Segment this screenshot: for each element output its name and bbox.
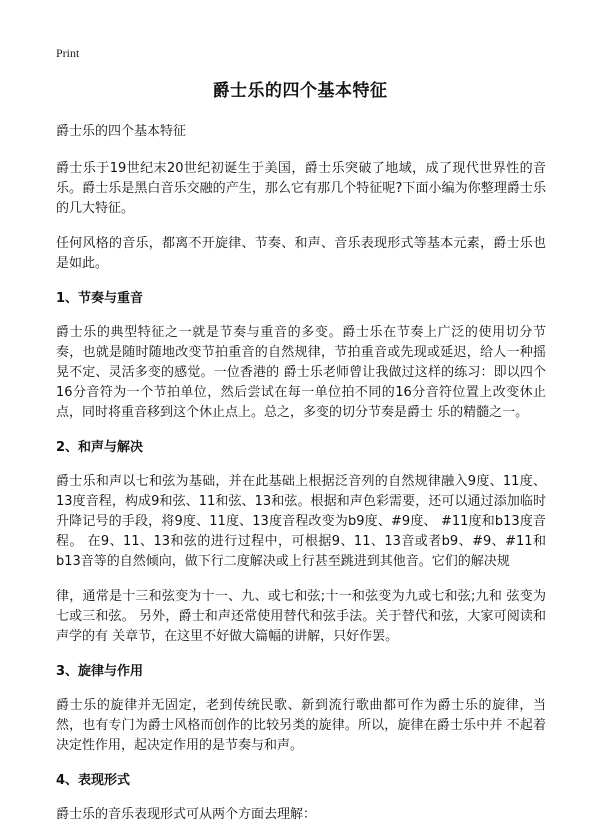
document-body <box>56 122 546 831</box>
section-paragraph: 爵士乐和声以七和弦为基础，并在此基础上根据泛音列的自然规律融入9度、11度、13度音程，构成9和弦、11和弦、13和弦。根据和声色彩需要，还可以通过添加临时升降记号的手段，将9度、11度、13度音程改变为b9度、#9度、 #11度和b13度音程。 在9、11、13和弦的进行过程中，可根据9、11、13音或者b9、#9、#11和b13音等的自然倾向，做下行二度解决或上行甚至跳进到其他音。它们的解决规 <box>56 474 546 569</box>
section-paragraph: 爵士乐的旋律并无固定，老到传统民歌、新到流行歌曲都可作为爵士乐的旋律，当然，也有专门为爵士风格而创作的比较另类的旋律。所以，旋律在爵士乐中并 不起着决定性作用，起决定作用的是节奏与和声。 <box>56 698 546 753</box>
print-label: Print <box>56 46 80 60</box>
intro-paragraph: 爵士乐于19世纪末20世纪初诞生于美国，爵士乐突破了地域，成了现代世界性的音乐。爵士乐是黑白音乐交融的产生，那么它有那几个特征呢?下面小编为你整理爵士乐的几大特征。 <box>56 161 546 216</box>
section-paragraph: 律，通常是十三和弦变为十一、九、或七和弦;十一和弦变为九或七和弦;九和 弦变为七或三和弦。 另外，爵士和声还常使用替代和弦手法。关于替代和弦，大家可阅读和声学的有 关章节，在这里不好做大篇幅的讲解，只好作罢。 <box>56 589 546 644</box>
section-heading: 3、旋律与作用 <box>56 664 144 679</box>
section-heading: 1、节奏与重音 <box>56 291 144 306</box>
document-title: 爵士乐的四个基本特征 <box>212 81 388 101</box>
section-paragraph: 爵士乐的典型特征之一就是节奏与重音的多变。爵士乐在节奏上广泛的使用切分节奏，也就是随时随地改变节拍重音的自然规律，节拍重音或先现或延迟，给人一种摇晃不定、灵活多变的感觉。一位香港的 爵士乐老师曾让我做过这样的练习：即以四个16分音符为一个节拍单位，然后尝试在每一单位拍不同的16分音符位置上改变休止点，同时将重音移到这个休止点上。总之，多变的切分节奏是爵士 乐的精髓之一。 <box>56 325 546 420</box>
document-subtitle: 爵士乐的四个基本特征 <box>56 124 187 139</box>
section-heading: 2、和声与解决 <box>56 440 144 455</box>
intro-paragraph: 任何风格的音乐，都离不开旋律、节奏、和声、音乐表现形式等基本元素，爵士乐也是如此。 <box>56 236 546 271</box>
section-heading: 4、表现形式 <box>56 773 131 788</box>
section-paragraph: 爵士乐的音乐表现形式可从两个方面去理解： <box>56 807 317 822</box>
